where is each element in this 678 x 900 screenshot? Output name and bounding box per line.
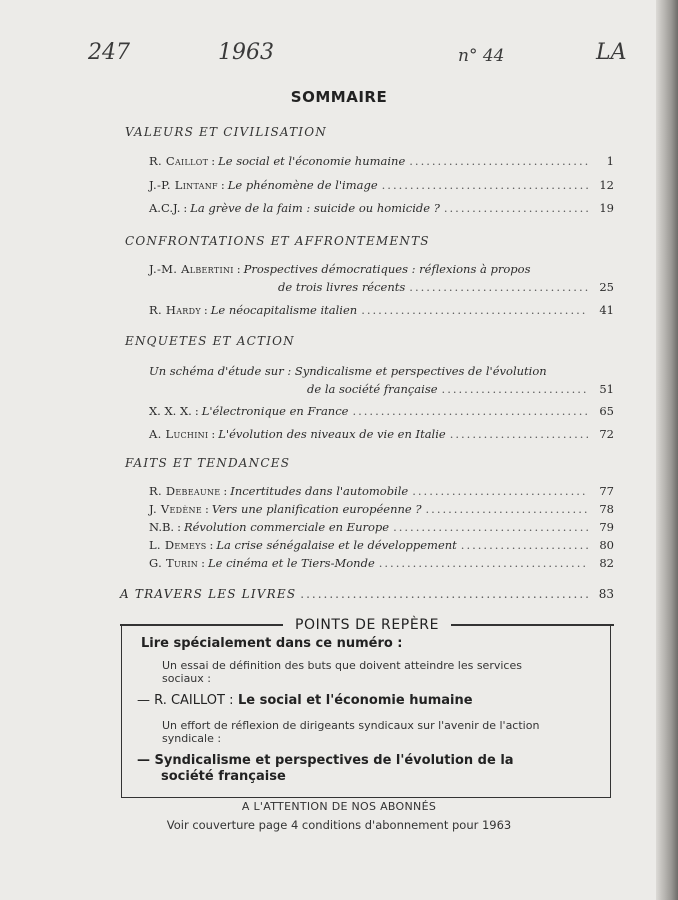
reperes-desc-2-cont: syndicale : xyxy=(162,732,222,745)
leader-dots xyxy=(409,277,588,297)
entry-page: 80 xyxy=(599,538,614,552)
toc-entry-continued[interactable] xyxy=(278,277,614,297)
entry-author: X. X. X. xyxy=(149,404,192,418)
toc-entry[interactable]: J. Vedène : Vers une planification européenne ? ..... 78 xyxy=(149,499,614,519)
entry-author: R. Debeaune xyxy=(149,484,221,498)
entry-title: Le phénomène de l'image xyxy=(227,178,378,192)
entry-title: Le social et l'économie humaine xyxy=(218,154,406,168)
entry-page: 25 xyxy=(599,280,614,294)
section-heading-valeurs: VALEURS ET CIVILISATION xyxy=(125,125,327,139)
entry-page: 41 xyxy=(599,303,614,317)
page-title: SOMMAIRE xyxy=(290,88,388,106)
toc-entry[interactable]: X. X. X. : L'électronique en France ..... 65 xyxy=(149,401,614,421)
toc-entry[interactable]: J.-P. Lintanf : Le phénomène de l'image ..... 12 xyxy=(149,175,614,195)
reperes-intro: Lire spécialement dans ce numéro : xyxy=(141,636,403,651)
page-edge-shadow xyxy=(656,0,678,900)
entry-title: Révolution commerciale en Europe xyxy=(183,520,390,534)
entry-page: 79 xyxy=(599,520,614,534)
subscriber-notice-text: Voir couverture page 4 conditions d'abonnement pour 1963 xyxy=(166,818,512,832)
divider xyxy=(451,624,614,626)
entry-title: Le cinéma et le Tiers-Monde xyxy=(207,556,375,570)
leader-dots xyxy=(412,481,588,501)
leader-dots xyxy=(444,198,588,218)
entry-title-continued: de trois livres récents xyxy=(278,280,406,294)
toc-entry-continued[interactable] xyxy=(307,379,614,399)
entry-page: 51 xyxy=(599,382,614,396)
entry-page: 82 xyxy=(599,556,614,570)
leader-dots xyxy=(352,401,588,421)
toc-entry-books[interactable] xyxy=(120,584,614,604)
divider xyxy=(120,624,283,626)
reperes-desc-1-cont: sociaux : xyxy=(162,672,211,685)
entry-title: Un schéma d'étude sur : Syndicalisme et perspectives de l'évolution xyxy=(149,364,547,378)
entry-author: J. Vedène xyxy=(149,502,202,516)
entry-title: La grève de la faim : suicide ou homicide ? xyxy=(190,201,440,215)
leader-dots xyxy=(409,151,588,171)
books-label: A TRAVERS LES LIVRES xyxy=(120,587,297,601)
leader-dots xyxy=(393,517,588,537)
entry-author: L. Demeys xyxy=(149,538,207,552)
highlight-author: — R. CAILLOT : xyxy=(137,693,234,708)
entry-title: Le néocapitalisme italien xyxy=(210,303,358,317)
entry-author: J.-P. Lintanf xyxy=(149,178,218,192)
entry-title: Prospectives démocratiques : réflexions à propos xyxy=(243,262,531,276)
entry-author: N.B. xyxy=(149,520,175,534)
entry-title: Vers une planification européenne ? xyxy=(211,502,422,516)
toc-entry[interactable] xyxy=(149,361,614,381)
entry-title: Incertitudes dans l'automobile xyxy=(230,484,409,498)
entry-page: 77 xyxy=(599,484,614,498)
entry-author: A.C.J. xyxy=(149,201,181,215)
section-heading-confrontations: CONFRONTATIONS ET AFFRONTEMENTS xyxy=(125,234,430,248)
entry-title: L'évolution des niveaux de vie en Italie xyxy=(218,427,446,441)
entry-author: R. Caillot xyxy=(149,154,209,168)
reperes-desc-1: Un essai de définition des buts que doivent atteindre les services xyxy=(162,659,522,672)
toc-entry[interactable]: N.B. : Révolution commerciale en Europe ..... 79 xyxy=(149,517,614,537)
leader-dots xyxy=(379,553,588,573)
section-heading-faits: FAITS ET TENDANCES xyxy=(125,456,291,470)
toc-entry[interactable]: R. Debeaune : Incertitudes dans l'automobile ..... 77 xyxy=(149,481,614,501)
toc-entry[interactable]: R. Hardy : Le néocapitalisme italien ..... 41 xyxy=(149,300,614,320)
section-heading-enquetes: ENQUETES ET ACTION xyxy=(125,334,295,348)
handwritten-number: 247 xyxy=(88,40,130,65)
entry-author: A. Luchini xyxy=(149,427,209,441)
leader-dots xyxy=(361,300,588,320)
entry-title: L'électronique en France xyxy=(201,404,349,418)
toc-entry[interactable]: A. Luchini : L'évolution des niveaux de vie en Italie ..... 72 xyxy=(149,424,614,444)
handwritten-year: 1963 xyxy=(218,40,274,65)
reperes-highlight-2-cont[interactable]: société française xyxy=(161,769,286,784)
entry-page: 78 xyxy=(599,502,614,516)
entry-page: 1 xyxy=(606,154,614,168)
entry-page: 83 xyxy=(598,587,614,601)
reperes-highlight-1[interactable] xyxy=(137,692,607,709)
reperes-desc-2: Un effort de réflexion de dirigeants syndicaux sur l'avenir de l'action xyxy=(162,719,540,732)
leader-dots xyxy=(300,584,588,604)
leader-dots xyxy=(450,424,588,444)
toc-entry[interactable]: L. Demeys : La crise sénégalaise et le développement ..... 80 xyxy=(149,535,614,555)
entry-author: R. Hardy xyxy=(149,303,201,317)
toc-entry[interactable]: A.C.J. : La grève de la faim : suicide ou homicide ? ..... 19 xyxy=(149,198,614,218)
entry-page: 12 xyxy=(599,178,614,192)
handwritten-issue: n° 44 xyxy=(458,46,505,66)
leader-dots xyxy=(382,175,588,195)
entry-page: 19 xyxy=(599,201,614,215)
entry-page: 65 xyxy=(599,404,614,418)
entry-title-continued: de la société française xyxy=(307,382,438,396)
entry-title: La crise sénégalaise et le développement xyxy=(216,538,457,552)
leader-dots xyxy=(426,499,588,519)
reperes-title-bar xyxy=(120,615,614,635)
subscriber-notice-title: A L'ATTENTION DE NOS ABONNÉS xyxy=(241,800,437,813)
leader-dots xyxy=(442,379,588,399)
reperes-highlight-2[interactable]: — Syndicalisme et perspectives de l'évolution de la xyxy=(137,753,514,768)
toc-entry[interactable]: R. Caillot : Le social et l'économie humaine ..... 1 xyxy=(149,151,614,171)
highlight-title: Le social et l'économie humaine xyxy=(238,693,473,708)
entry-page: 72 xyxy=(599,427,614,441)
entry-author: G. Turin xyxy=(149,556,199,570)
reperes-title: POINTS DE REPÈRE xyxy=(294,617,440,633)
toc-entry[interactable]: J.-M. Albertini : Prospectives démocratiques : réflexions à propos xyxy=(149,259,614,279)
leader-dots xyxy=(461,535,588,555)
handwritten-initials: LA xyxy=(596,40,627,65)
toc-entry[interactable]: G. Turin : Le cinéma et le Tiers-Monde ..... 82 xyxy=(149,553,614,573)
entry-author: J.-M. Albertini xyxy=(149,262,234,276)
